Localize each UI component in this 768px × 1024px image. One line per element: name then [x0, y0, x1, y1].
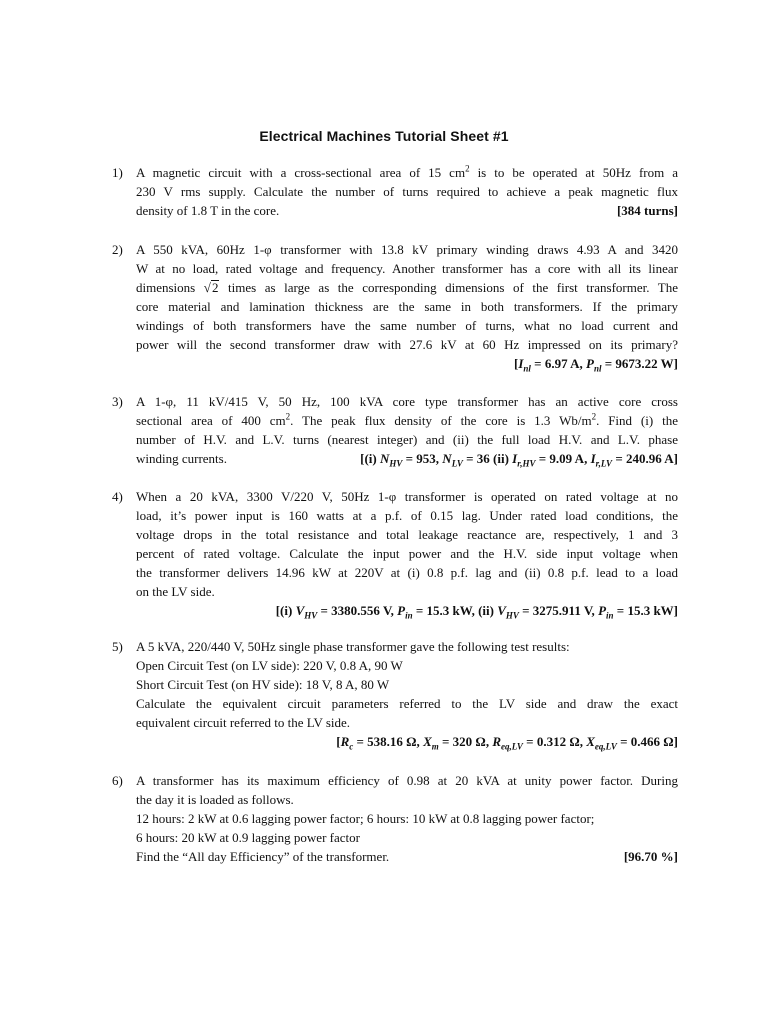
question-line: Calculate the equivalent circuit parameters referred to the LV side and draw the exact: [136, 696, 678, 711]
text-run: = 240.96 A]: [612, 451, 678, 466]
question-body: [136, 392, 678, 468]
math-symbol: I: [512, 451, 518, 466]
text-run: = 36 (ii): [462, 451, 513, 466]
question-1: [112, 163, 678, 220]
question-number: 5): [112, 639, 123, 654]
math-symbol: P: [397, 603, 406, 618]
question-line: load, it’s power input is 160 watts at a p.f. of 0.15 lag. Under rated load conditions, the: [136, 508, 678, 523]
question-line: 12 hours: 2 kW at 0.6 lagging power factor; 6 hours: 10 kW at 0.8 lagging power factor;: [136, 811, 595, 826]
question-line: density of 1.8 T in the core.: [136, 203, 280, 218]
subscript: HV: [505, 610, 519, 621]
question-last-line: [136, 449, 678, 468]
answer: [96.70 %]: [623, 849, 678, 864]
question-3: [112, 392, 678, 468]
subscript: eq,LV: [501, 741, 523, 752]
text-run: times as large as the corresponding dimensions of the first transformer. The: [219, 280, 679, 295]
sqrt-radicand: 2: [211, 280, 219, 295]
question-last-line: [136, 847, 678, 866]
subscript: eq,LV: [594, 741, 617, 752]
superscript: 2: [465, 163, 470, 174]
question-last-line: [136, 201, 678, 220]
question-line: W at no load, rated voltage and frequency. Another transformer has a core with all its linear: [136, 261, 678, 276]
question-line: number of H.V. and L.V. turns (nearest integer) and (ii) the full load H.V. and L.V. phase: [136, 432, 678, 447]
answer: [136, 732, 678, 751]
question-line: equivalent circuit referred to the LV side.: [136, 715, 351, 730]
text-run: = 3380.556 V,: [317, 603, 398, 618]
text-run: = 6.97 A,: [530, 356, 587, 371]
text-run: A magnetic circuit with a cross-sectional area of 15 cm: [136, 165, 466, 180]
question-line: A 550 kVA, 60Hz 1-φ transformer with 13.8 kV primary winding draws 4.93 A and 3420: [136, 242, 678, 257]
answer: [384 turns]: [616, 203, 678, 218]
page-title: Electrical Machines Tutorial Sheet #1: [259, 128, 509, 144]
math-symbol: X: [423, 734, 432, 749]
math-symbol: V: [497, 603, 506, 618]
text-run: = 320 Ω,: [438, 734, 493, 749]
superscript: 2: [591, 411, 597, 422]
question-5: [112, 637, 678, 751]
text-run: . Find (i) the: [596, 413, 678, 428]
subscript: m: [431, 741, 439, 752]
question-line: on the LV side.: [136, 584, 215, 599]
question-number: 4): [112, 489, 123, 504]
subscript: c: [349, 741, 354, 752]
math-symbol: N: [379, 451, 390, 466]
math-symbol: P: [598, 603, 607, 618]
answer: [136, 601, 678, 620]
question-line: winding currents.: [136, 451, 227, 466]
math-symbol: R: [340, 734, 350, 749]
question-body: [136, 637, 678, 751]
math-symbol: X: [586, 734, 595, 749]
question-line: power will the second transformer draw with 27.6 kV at 60 Hz impressed on its primary?: [136, 337, 678, 352]
question-line: core material and lamination thickness are the same in both transformers. If the primary: [136, 299, 678, 314]
question-line: A 1-φ, 11 kV/415 V, 50 Hz, 100 kVA core type transformer has an active core cross: [136, 394, 678, 409]
text-run: . The peak flux density of the core is 1.3 Wb/m: [290, 413, 592, 428]
answer: [136, 354, 678, 373]
question-line: [136, 163, 678, 182]
question-line: 230 V rms supply. Calculate the number of turns required to achieve a peak magnetic flux: [136, 184, 678, 199]
text-run: = 3275.911 V,: [518, 603, 599, 618]
question-body: [136, 771, 678, 866]
question-line: A 5 kVA, 220/440 V, 50Hz single phase transformer gave the following test results:: [136, 639, 570, 654]
question-line: When a 20 kVA, 3300 V/220 V, 50Hz 1-φ transformer is operated on rated voltage at no: [136, 489, 678, 504]
subscript: nl: [523, 363, 531, 374]
subscript: LV: [451, 458, 463, 469]
question-line: A transformer has its maximum efficiency of 0.98 at 20 kVA at unity power factor. During: [136, 773, 678, 788]
question-line: [136, 411, 678, 430]
question-line: the transformer delivers 14.96 kW at 220V at (i) 0.8 p.f. lag and (ii) 0.8 p.f. lead to a load: [136, 565, 678, 580]
math-symbol: P: [586, 356, 594, 371]
question-number: 3): [112, 394, 123, 409]
subscript: in: [405, 610, 413, 621]
math-symbol: N: [442, 451, 452, 466]
math-symbol: I: [590, 451, 596, 466]
question-body: [136, 163, 678, 220]
question-line: Find the “All day Efficiency” of the transformer.: [136, 849, 390, 864]
text-run: is to be operated at 50Hz from a: [469, 165, 678, 180]
text-run: = 15.3 kW]: [613, 603, 678, 618]
text-run: [: [514, 356, 519, 371]
superscript: 2: [285, 411, 291, 422]
text-run: dimensions: [136, 280, 204, 295]
text-run: [(i): [360, 451, 380, 466]
text-run: = 15.3 kW, (ii): [412, 603, 498, 618]
text-run: = 538.16 Ω,: [353, 734, 424, 749]
question-6: [112, 771, 678, 866]
math-symbol: R: [492, 734, 501, 749]
question-number: 1): [112, 165, 123, 180]
question-line: Open Circuit Test (on LV side): 220 V, 0.8 A, 90 W: [136, 658, 403, 673]
question-body: [136, 240, 678, 373]
subscript: HV: [304, 610, 318, 621]
math-symbol: V: [295, 603, 305, 618]
question-line: Short Circuit Test (on HV side): 18 V, 8 A, 80 W: [136, 677, 390, 692]
text-run: = 953,: [402, 451, 443, 466]
question-line: percent of rated voltage. Calculate the input power and the H.V. side input voltage when: [136, 546, 678, 561]
text-run: [(i): [275, 603, 296, 618]
math-symbol: I: [518, 356, 524, 371]
question-line: [136, 278, 678, 297]
text-run: = 0.312 Ω,: [522, 734, 587, 749]
question-2: [112, 240, 678, 373]
subscript: HV: [389, 458, 403, 469]
subscript: r,HV: [517, 458, 536, 469]
question-line: voltage drops in the total resistance and total leakage reactance are, respectively, 1 and 3: [136, 527, 678, 542]
question-number: 6): [112, 773, 123, 788]
text-run: = 9673.22 W]: [601, 356, 678, 371]
question-line: 6 hours: 20 kW at 0.9 lagging power factor: [136, 830, 360, 845]
subscript: r,LV: [595, 458, 613, 469]
text-run: [: [336, 734, 341, 749]
text-run: = 9.09 A,: [535, 451, 591, 466]
subscript: in: [606, 610, 614, 621]
question-line: the day it is loaded as follows.: [136, 792, 294, 807]
question-number: 2): [112, 242, 123, 257]
subscript: nl: [593, 363, 602, 374]
text-run: = 0.466 Ω]: [616, 734, 678, 749]
sqrt-symbol: √: [203, 280, 211, 295]
answer: [360, 449, 678, 468]
question-line: windings of both transformers have the same number of turns, what no load current and: [136, 318, 678, 333]
question-body: [136, 487, 678, 620]
text-run: sectional area of 400 cm: [136, 413, 286, 428]
question-4: [112, 487, 678, 620]
